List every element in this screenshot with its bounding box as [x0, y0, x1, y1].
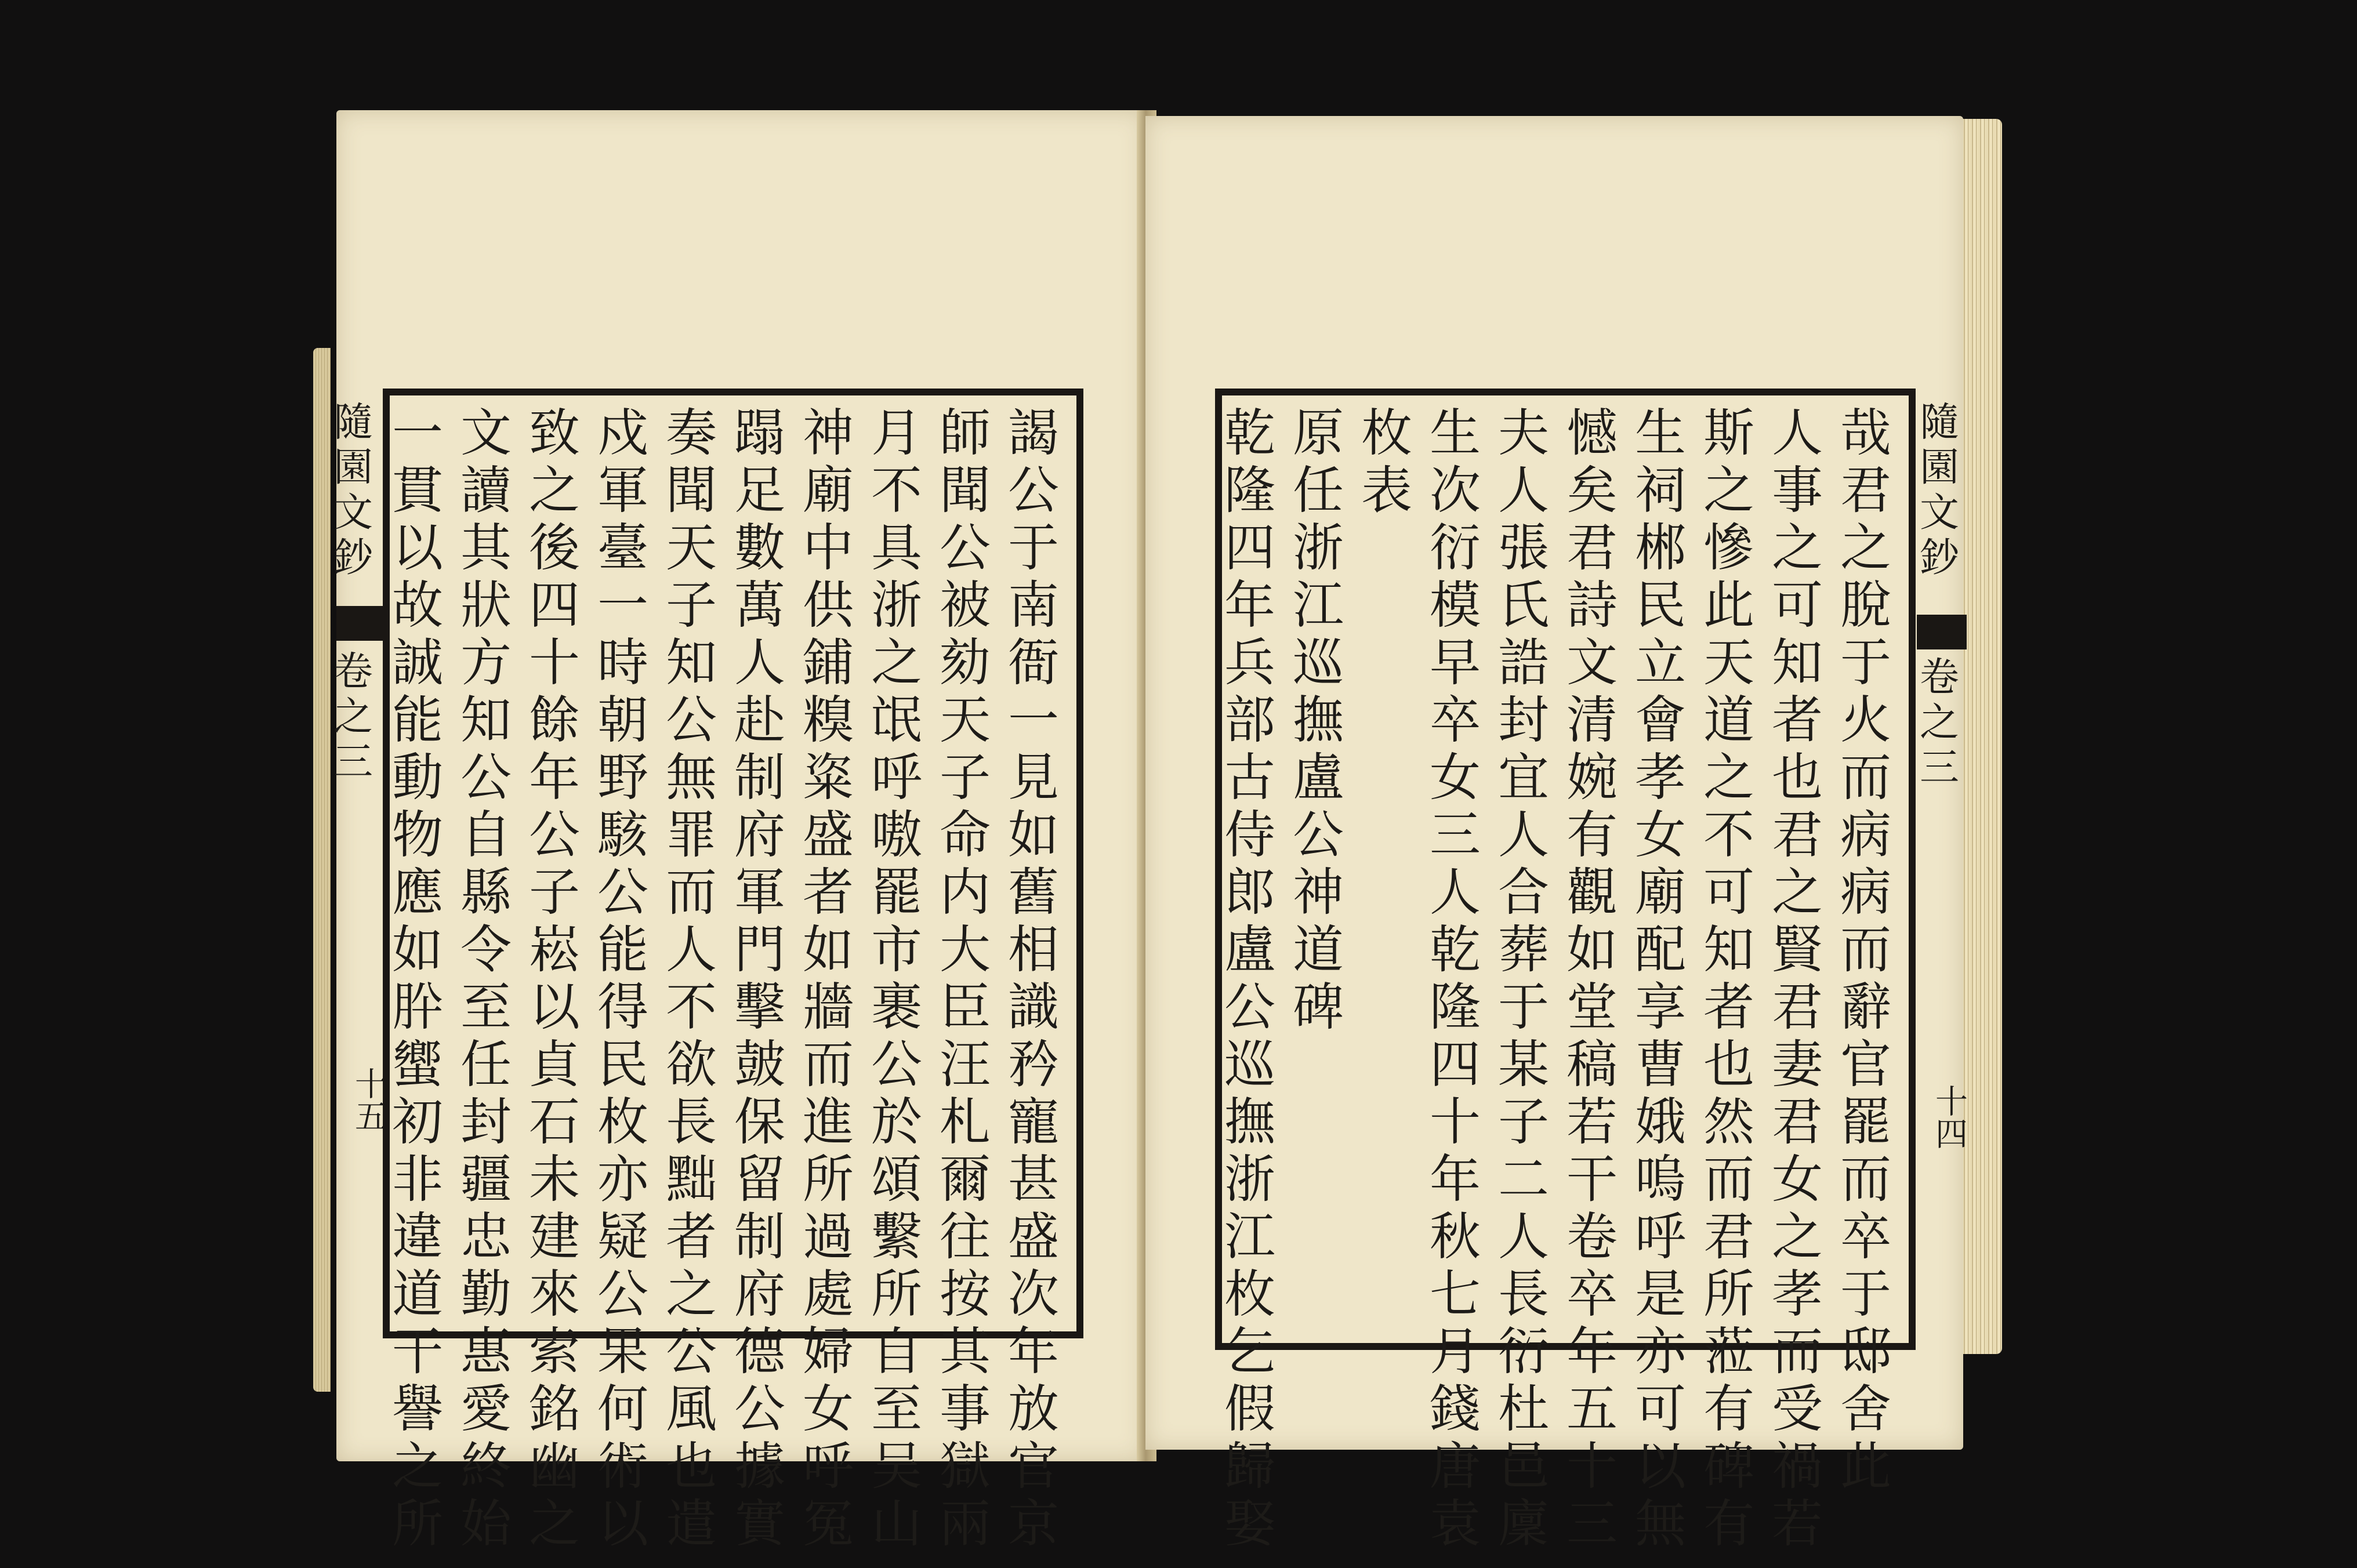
text-column: 謁 公 于 南 衙 一 見 如 舊 相 識 矜 寵 甚 盛 次 年 放 官 京	[1007, 403, 1059, 1554]
text-column: 憾 矣 君 詩 文 清 婉 有 觀 如 堂 稿 若 干 卷 卒 年 五 十 三	[1566, 403, 1618, 1554]
right-text-frame	[1215, 389, 1916, 1554]
text-column: 生 祠 郴 民 立 會 孝 女 廟 配 享 曹 娥 嗚 呼 是 亦 可 以 無	[1634, 403, 1686, 1554]
text-column: 哉 君 之 脫 于 火 而 病 病 而 辭 官 罷 而 卒 于 邸 舍 此	[1840, 403, 1891, 1496]
right-text-columns	[1220, 403, 1910, 1554]
text-column: 一 貫 以 故 誠 能 動 物 應 如 肸 蠁 初 非 違 道 干 譽 之 所	[391, 403, 443, 1554]
text-column: 生 次 衍 模 早 卒 女 三 人 乾 隆 四 十 年 秋 七 月 錢 唐 袁	[1429, 403, 1481, 1554]
left-text-columns	[388, 403, 1078, 1554]
juan-label: 卷之三	[333, 649, 374, 785]
text-column: 原 任 浙 江 巡 撫 盧 公 神 道 碑	[1292, 403, 1344, 1037]
left-folio: 十五	[350, 1067, 387, 1132]
left-fishtail-mark	[336, 606, 386, 641]
juan-label: 卷之三	[1920, 655, 1960, 791]
text-column: 人 事 之 可 知 者 也 君 之 賢 君 妻 君 女 之 孝 而 受 禍 若	[1771, 403, 1823, 1554]
text-column: 乾 隆 四 年 兵 部 古 侍 郎 盧 公 巡 撫 浙 江 枚 乞 假 歸 娶	[1224, 403, 1275, 1554]
text-column: 斯 之 慘 此 天 道 之 不 可 知 者 也 然 而 君 所 蒞 有 碑 有	[1703, 403, 1754, 1554]
left-edge-juan	[333, 649, 386, 785]
left-text-frame	[383, 389, 1083, 1554]
right-edge-juan	[1920, 655, 1972, 791]
right-fishtail-mark	[1917, 615, 1967, 649]
text-column: 夫 人 張 氏 誥 封 宜 人 合 葬 于 某 子 二 人 長 衍 杜 邑 廩	[1497, 403, 1549, 1554]
left-page-edges	[313, 348, 331, 1392]
right-folio: 十四	[1930, 1084, 1968, 1149]
left-edge-title	[333, 400, 386, 581]
book-title: 隨園文鈔	[333, 400, 374, 581]
text-column: 文 讀 其 狀 方 知 公 自 縣 令 至 任 封 疆 忠 勤 惠 愛 終 始	[460, 403, 512, 1554]
text-column: 枚 表	[1361, 403, 1412, 520]
text-column: 致 之 後 四 十 餘 年 公 子 崧 以 貞 石 未 建 來 索 銘 幽 之	[528, 403, 580, 1554]
text-column: 師 聞 公 被 劾 天 子 命 内 大 臣 汪 札 爾 往 按 其 事 獄 兩	[939, 403, 991, 1554]
text-column: 戍 軍 臺 一 時 朝 野 駭 公 能 得 民 枚 亦 疑 公 果 何 術 以	[597, 403, 648, 1554]
right-edge-title	[1920, 400, 1972, 581]
text-column: 神 廟 中 供 鋪 糗 粢 盛 者 如 牆 而 進 所 過 處 婦 女 呼 冤	[802, 403, 854, 1554]
book-title: 隨園文鈔	[1920, 400, 1960, 581]
text-column: 蹋 足 數 萬 人 赴 制 府 軍 門 擊 皷 保 留 制 府 德 公 據 實	[734, 403, 785, 1554]
text-column: 奏 聞 天 子 知 公 無 罪 而 人 不 欲 長 黜 者 之 公 風 也 遣	[665, 403, 717, 1554]
text-column: 月 不 具 浙 之 氓 呼 嗷 罷 市 裹 公 於 頌 繫 所 自 至 吴 山	[871, 403, 922, 1554]
